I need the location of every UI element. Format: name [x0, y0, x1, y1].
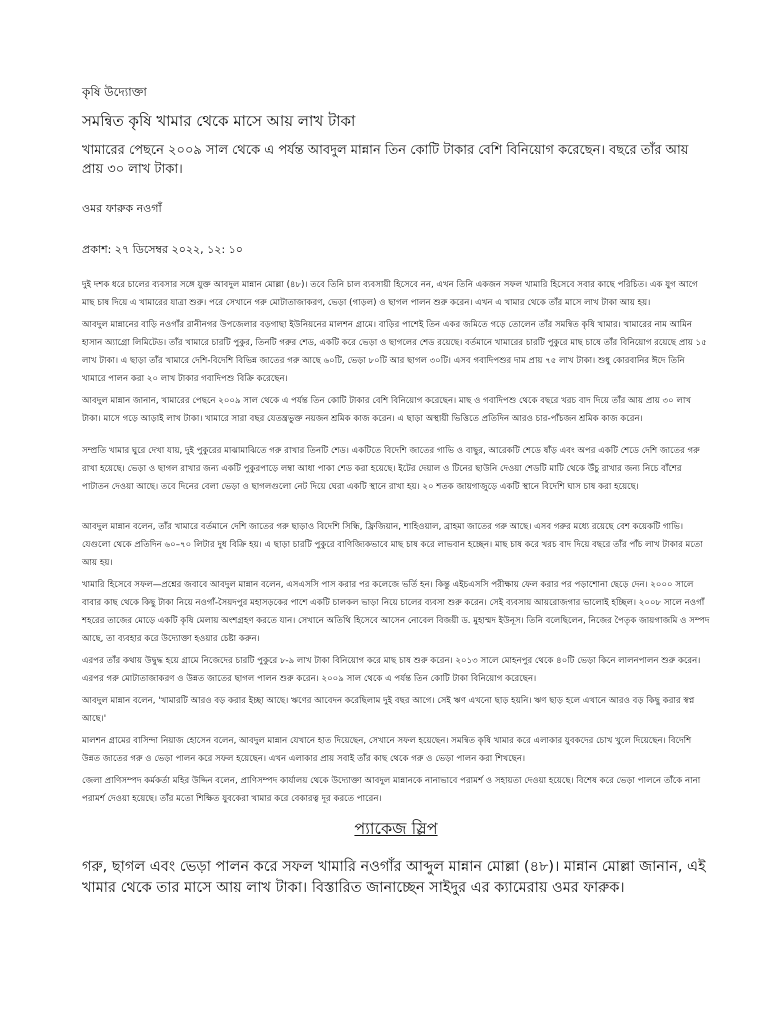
article-paragraph: আবদুল মান্নান বলেন, 'খামারটি আরও বড় করার ইচ্ছা আছে। ঋণের আবেদন করেছিলাম দুই বছর আগে। সেই ঋণ এখনো ছাড় হয়নি। ঋণ ছাড় হলে এখানে আরও বড় কিছু করার স্বপ্ন আছে।'	[82, 696, 695, 724]
article-paragraph: মালশন গ্রামের বাসিন্দা নিয়াজ হোসেন বলেন, আবদুল মান্নান যেখানে হাত দিয়েছেন, সেখানে সফল হয়েছেন। সমন্বিত কৃষি খামার করে এলাকার যুবকদের চোখ খুলে দিয়েছেন। বিদেশি উন্নত জাতের গরু ও ভেড়া পালন করে সফল হয়েছেন। এখন এলাকার প্রায় সবাই তাঁর কাছ থেকে গরু ও ভেড়া পালন করা শিখছেন।	[82, 736, 692, 764]
article-paragraph: আবদুল মান্নান জানান, খামারের পেছনে ২০০৯ সাল থেকে এ পর্যন্ত তিন কোটি টাকার বেশি বিনিয়োগ করেছেন। মাছ ও গবাদিপশু থেকে বছরে খরচ বাদ দিয়ে তাঁর আয় প্রায় ৩০ লাখ টাকা। মাসে গড়ে আড়াই লাখ টাকা। খামারে সারা বছর যেতন্ত্রভুক্ত নয়জন শ্রমিক কাজ করেন। এ ছাড়া অস্থায়ী ভিত্তিতে প্রতিদিন আরও চার-পাঁচজন শ্রমিক কাজ করেন।	[82, 396, 691, 424]
article-standfirst: খামারের পেছনে ২০০৯ সাল থেকে এ পর্যন্ত আবদুল মান্নান তিন কোটি টাকার বেশি বিনিয়োগ করেছেন। বছরে তাঁর আয় প্রায় ৩০ লাখ টাকা।	[82, 143, 689, 177]
package-slip-text: গরু, ছাগল এবং ভেড়া পালন করে সফল খামারি নওগাঁর আব্দুল মান্নান মোল্লা (৪৮)। মান্নান মোল্লা জানান, এই খামার থেকে তার মাসে আয় লাখ টাকা। বিস্তারিত জানাচ্ছেন সাইদুর এর ক্যামেরায় ওমর ফারুক।	[82, 859, 706, 896]
article-paragraph: সম্প্রতি খামার ঘুরে দেখা যায়, দুই পুকুরের মাঝামাঝিতে গরু রাখার তিনটি শেড। একটিতে বিদেশি জাতের গাভি ও বাছুর, আরেকটি শেডে ষাঁড় এবং অপর একটি শেডে দেশি জাতের গরু রাখা হয়েছে। ভেড়া ও ছাগল রাখার জন্য একটি পুকুরপাড়ে লম্বা আধা পাকা শেড করা হয়েছে। ইটের দেয়াল ও টিনের ছাউনি দেওয়া শেডটি মাটি থেকে উঁচু রাখার জন্য নিচে বাঁশের পাটাতন দেওয়া আছে। তবে দিনের বেলা ভেড়া ও ছাগলগুলো নেট দিয়ে ঘেরা একটি স্থানে রাখা হয়। ২০ শতক জায়গাজুড়ে একটি স্থানে বিদেশি ঘাস চাষ করা হয়েছে।	[82, 446, 700, 492]
article-paragraph: দুই দশক ধরে চালের ব্যবসার সঙ্গে যুক্ত আবদুল মান্নান মোল্লা (৪৮)। তবে তিনি চাল ব্যবসায়ী হিসেবে নন, এখন তিনি একজন সফল খামারি হিসেবে সবার কাছে পরিচিত। এক যুগ আগে মাছ চাষ দিয়ে এ খামারের যাত্রা শুরু। পরে সেখানে গরু মোটাতাজাকরণ, ভেড়া (গাড়ল) ও ছাগল পালন শুরু করেন। এখন এ খামার থেকে তাঁর মাসে লাখ টাকা আয় হয়।	[82, 280, 698, 308]
article-byline: ওমর ফারুক নওগাঁ	[82, 202, 162, 215]
package-slip-title: প্যাকেজ স্লিপ	[354, 819, 438, 838]
article-paragraph: আবদুল মান্নানের বাড়ি নওগাঁর রানীনগর উপজেলার বড়গাছা ইউনিয়নের মালশন গ্রামে। বাড়ির পাশেই তিন একর জমিতে গড়ে তোলেন তাঁর সমন্বিত কৃষি খামার। খামারের নাম আমিন হাসান অ্যাগ্রো লিমিটেড। তাঁর খামারে চারটি পুকুর, তিনটি গরুর শেড, একটি করে ভেড়া ও ছাগলের শেড রয়েছে। বর্তমানে খামারের চারটি পুকুরে মাছ চাষে তাঁর বিনিয়োগ রয়েছে প্রায় ১৫ লাখ টাকা। এ ছাড়া তাঁর খামারে দেশি-বিদেশি বিভিন্ন জাতের গরু আছে ৬০টি, ভেড়া ৮০টি আর ছাগল ৩০টি। এসব গবাদিপশুর দাম প্রায় ৭৫ লাখ টাকা। শুধু কোরবানির ঈদে তিনি খামারে পালন করা ২০ লাখ টাকার গবাদিপশু বিক্রি করেছেন।	[82, 320, 707, 384]
article-paragraph: এরপর তাঁর কথায় উদ্বুদ্ধ হয়ে গ্রামে নিজেদের চারটি পুকুরে ৮-৯ লাখ টাকা বিনিয়োগ করে মাছ চাষ শুরু করেন। ২০১৩ সালে মোহনপুর থেকে ৪০টি ভেড়া কিনে লালনপালন শুরু করেন। এরপর গরু মোটাতাজাকরণ ও উন্নত জাতের ছাগল পালন শুরু করেন। ২০০৯ সাল থেকে এ পর্যন্ত তিন কোটি টাকা বিনিয়োগ করেছেন।	[82, 656, 701, 684]
article-category: কৃষি উদ্যোক্তা	[82, 85, 147, 99]
article-paragraph: খামারি হিসেবে সফল—প্রশ্নের জবাবে আবদুল মান্নান বলেন, এসএসসি পাস করার পর কলেজে ভর্তি হন। কিন্তু এইচএসসি পরীক্ষায় ফেল করার পর পড়াশোনা ছেড়ে দেন। ২০০০ সালে বাবার কাছ থেকে কিছু টাকা নিয়ে নওগাঁ-সৈয়দপুর মহাসড়কের পাশে একটি চালকল ভাড়া নিয়ে চালের ব্যবসা শুরু করেন। সেই ব্যবসায় আয়রোজগার ভালোই হচ্ছিল। ২০০৮ সালে নওগাঁ শহরের তাজের মোড়ে একটি কৃষি মেলায় অংশগ্রহণ করতে যান। সেখানে অতিথি হিসেবে আসেন নোবেল বিজয়ী ড. মুহাম্মদ ইউনূস। তিনি বলেছিলেন, নিজের পৈতৃক জায়গাজমি ও সম্পদ আছে, তা ব্যবহার করে উদ্যোক্তা হওয়ার চেষ্টা করুন।	[82, 580, 710, 644]
publish-date: প্রকাশ: ২৭ ডিসেম্বর ২০২২, ১২: ১০	[82, 243, 243, 256]
article-paragraph: জেলা প্রাণিসম্পদ কর্মকর্তা মহির উদ্দিন বলেন, প্রাণিসম্পদ কার্যালয় থেকে উদ্যোক্তা আবদুল মান্নানকে নানাভাবে পরামর্শ ও সহায়তা দেওয়া হয়েছে। বিশেষ করে ভেড়া পালনে তাঁকে নানা পরামর্শ দেওয়া হয়েছে। তাঁর মতো শিক্ষিত যুবকেরা খামার করে বেকারত্ব দূর করতে পারেন।	[82, 776, 701, 804]
article-headline: সমন্বিত কৃষি খামার থেকে মাসে আয় লাখ টাকা	[82, 112, 356, 130]
article-paragraph: আবদুল মান্নান বলেন, তাঁর খামারে বর্তমানে দেশি জাতের গরু ছাড়াও বিদেশি সিন্ধি, ফ্রিজিয়ান, শাহিওয়াল, ব্রাহমা জাতের গরু আছে। এসব গরুর মধ্যে রয়েছে বেশ কয়েকটি গাভি। যেগুলো থেকে প্রতিদিন ৬০–৭০ লিটার দুধ বিক্রি হয়। এ ছাড়া চারটি পুকুরে বাণিজ্যিকভাবে মাছ চাষ করে লাভবান হচ্ছেন। মাছ চাষ করে খরচ বাদ দিয়ে বছরে তাঁর পাঁচ লাখ টাকার মতো আয় হয়।	[82, 522, 703, 568]
